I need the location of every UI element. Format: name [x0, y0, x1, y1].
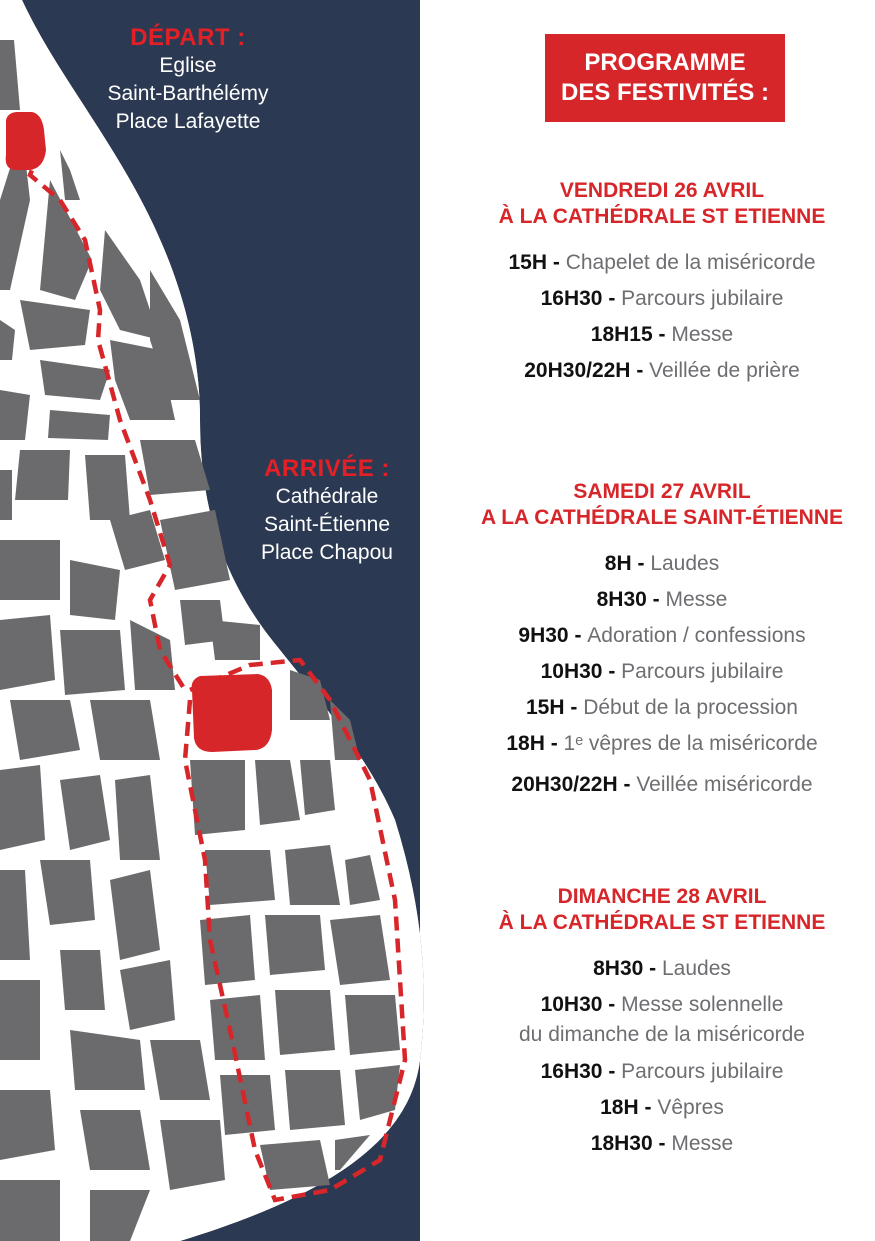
- event-item: 18H30 - Messe: [590, 1132, 734, 1155]
- day-heading-line-1: SAMEDI 27 AVRIL: [573, 480, 751, 503]
- event-time: 18H15: [590, 323, 653, 346]
- day-saturday: [462, 479, 862, 803]
- event-item: 10H30 - Parcours jubilaire: [540, 660, 784, 683]
- end-line-1: Cathédrale: [275, 485, 379, 508]
- start-line-3: Place Lafayette: [115, 110, 261, 133]
- event-text: Vêpres: [657, 1096, 724, 1119]
- event-text: Veillée miséricorde: [636, 773, 813, 796]
- event-text: Messe: [671, 1132, 734, 1155]
- event-text: Parcours jubilaire: [621, 1060, 784, 1083]
- event-time: 20H30/22H: [511, 773, 618, 796]
- event-time: 9H30: [518, 624, 569, 647]
- start-line-1: Eglise: [159, 54, 217, 77]
- event-time: 18H30: [590, 1132, 653, 1155]
- event-item: 18H - 1ᵉ vêpres de la miséricorde: [506, 732, 818, 755]
- program-title-line-2: DES FESTIVITÉS :: [560, 79, 770, 106]
- event-time: 8H30: [596, 588, 647, 611]
- day-heading-line-1: VENDREDI 26 AVRIL: [559, 179, 765, 202]
- end-heading: ARRIVÉE :: [264, 455, 390, 482]
- cathedral: [192, 674, 272, 752]
- start-heading: DÉPART :: [130, 24, 246, 51]
- day-sunday: [462, 884, 862, 1162]
- event-item: 8H30 - Laudes: [593, 957, 731, 980]
- program-title-line-1: PROGRAMME: [584, 49, 746, 76]
- event-text: Veillée de prière: [649, 359, 800, 382]
- event-text-continued: du dimanche de la miséricorde: [519, 1023, 805, 1046]
- end-line-2: Saint-Étienne: [263, 513, 391, 536]
- event-time: 8H30: [593, 957, 644, 980]
- event-time: 16H30: [540, 287, 603, 310]
- event-list: [462, 245, 862, 389]
- event-time: 20H30/22H: [524, 359, 631, 382]
- event-time: 10H30: [540, 660, 603, 683]
- event-text: Messe: [665, 588, 728, 611]
- day-heading-line-2: À LA CATHÉDRALE ST ETIENNE: [498, 205, 826, 228]
- start-church: [6, 112, 46, 170]
- event-item: 20H30/22H - Veillée miséricorde: [511, 773, 813, 796]
- event-text: 1ᵉ vêpres de la miséricorde: [563, 732, 818, 755]
- event-time: 10H30: [540, 993, 603, 1016]
- event-item: 20H30/22H - Veillée de prière: [524, 359, 800, 382]
- event-item: 16H30 - Parcours jubilaire: [540, 287, 784, 310]
- end-label: [222, 455, 432, 567]
- event-time: 16H30: [540, 1060, 603, 1083]
- event-item: 18H15 - Messe: [590, 323, 734, 346]
- program-title: [545, 34, 785, 122]
- event-text: Parcours jubilaire: [621, 287, 784, 310]
- event-item: 18H - Vêpres: [600, 1096, 724, 1119]
- event-item: 8H30 - Messe: [596, 588, 728, 611]
- event-time: 15H: [525, 696, 565, 719]
- event-item: 10H30 - Messe solennelle du dimanche de la miséricorde: [519, 993, 805, 1046]
- day-friday: [462, 178, 862, 389]
- event-text: Laudes: [650, 552, 720, 575]
- day-heading: [462, 884, 862, 936]
- event-item: 9H30 - Adoration / confessions: [518, 624, 806, 647]
- day-heading: [462, 178, 862, 230]
- event-text: Début de la procession: [583, 696, 798, 719]
- event-item: 15H - Début de la procession: [525, 696, 798, 719]
- event-text: Chapelet de la miséricorde: [565, 251, 816, 274]
- event-time: 15H: [508, 251, 548, 274]
- start-label: [78, 24, 298, 136]
- event-time: 8H: [604, 552, 632, 575]
- event-text: Messe: [671, 323, 734, 346]
- event-text: Laudes: [661, 957, 731, 980]
- event-list: [462, 546, 862, 803]
- event-text: Parcours jubilaire: [621, 660, 784, 683]
- event-item: 15H - Chapelet de la miséricorde: [508, 251, 816, 274]
- event-item: 16H30 - Parcours jubilaire: [540, 1060, 784, 1083]
- event-text: Adoration / confessions: [587, 624, 806, 647]
- day-heading-line-2: À LA CATHÉDRALE ST ETIENNE: [498, 911, 826, 934]
- end-line-3: Place Chapou: [261, 541, 393, 564]
- day-heading: [462, 479, 862, 531]
- event-time: 18H: [600, 1096, 639, 1119]
- day-heading-line-2: A LA CATHÉDRALE SAINT-ÉTIENNE: [480, 506, 844, 529]
- start-line-2: Saint-Barthélémy: [107, 82, 269, 105]
- day-heading-line-1: DIMANCHE 28 AVRIL: [557, 885, 767, 908]
- event-time: 18H: [506, 732, 545, 755]
- event-list: [462, 951, 862, 1162]
- event-text: Messe solennelle: [621, 993, 784, 1016]
- event-item: 8H - Laudes: [604, 552, 720, 575]
